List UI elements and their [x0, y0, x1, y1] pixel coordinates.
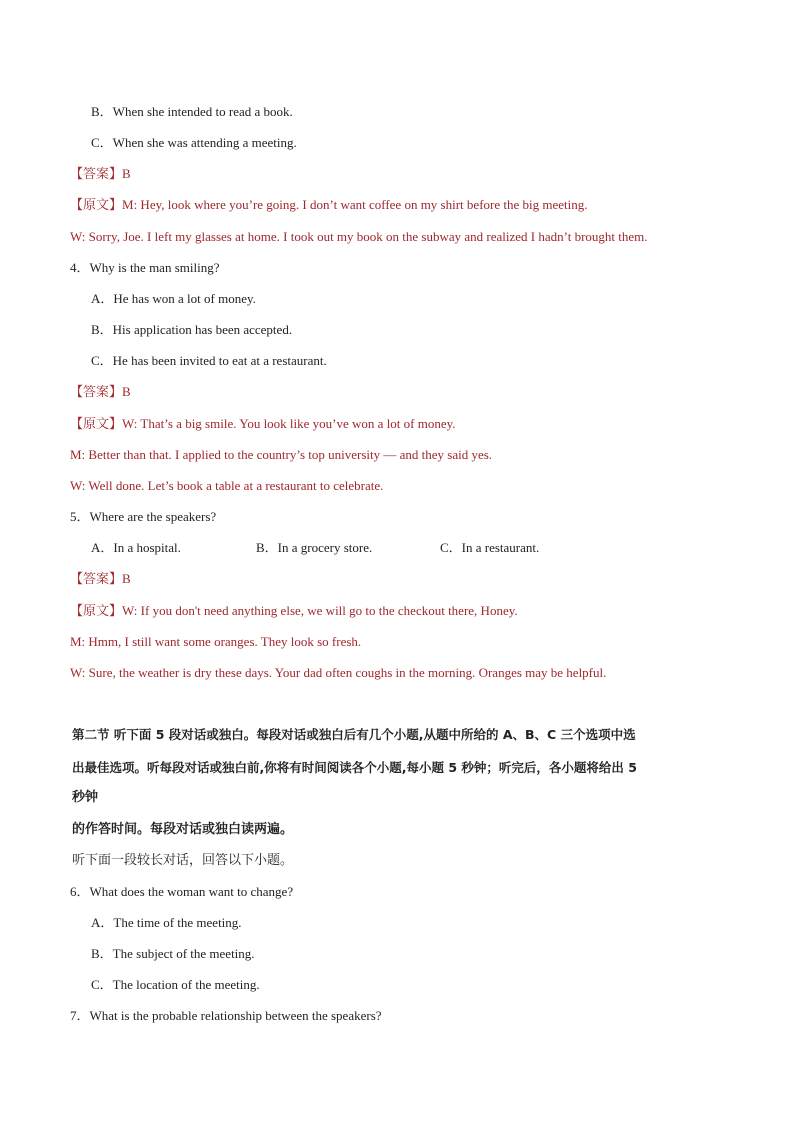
q5-script-line1 — [70, 603, 518, 620]
script-tag: 【原文】 — [70, 604, 123, 619]
q4-question: 4．Why is the man smiling? — [70, 260, 220, 275]
q4-script-line1 — [70, 416, 456, 433]
q3-script-line1 — [70, 197, 588, 214]
answer-value: B — [122, 571, 131, 586]
q5-answer — [70, 571, 131, 588]
script-text: W: If you don't need anything else, we will go to the checkout there, Honey. — [122, 603, 518, 618]
q3-script-line2: W: Sorry, Joe. I left my glasses at home. I took out my book on the subway and realized I hadn’t brought them. — [70, 229, 648, 244]
script-text: M: Hey, look where you’re going. I don’t want coffee on my shirt before the big meeting. — [122, 197, 588, 212]
answer-tag: 【答案】 — [70, 167, 123, 182]
section2-line4: 的作答时间。每段对话或独白读两遍。 — [72, 822, 294, 837]
q5-script-line2: M: Hmm, I still want some oranges. They look so fresh. — [70, 634, 362, 649]
q3-option-c: C．When she was attending a meeting. — [91, 135, 297, 150]
q7-question: 7．What is the probable relationship between the speakers? — [70, 1008, 382, 1023]
q5-question: 5．Where are the speakers? — [70, 509, 217, 524]
script-text: W: That’s a big smile. You look like you’ve won a lot of money. — [122, 416, 456, 431]
script-tag: 【原文】 — [70, 198, 123, 213]
q3-option-b: B．When she intended to read a book. — [91, 104, 293, 119]
q5-script-line3: W: Sure, the weather is dry these days. Your dad often coughs in the morning. Oranges may be helpful. — [70, 665, 607, 680]
q4-option-c: C．He has been invited to eat at a restaurant. — [91, 353, 327, 368]
q4-option-b: B．His application has been accepted. — [91, 322, 293, 337]
q6-option-a: A．The time of the meeting. — [91, 915, 242, 930]
answer-value: B — [122, 384, 131, 399]
q3-answer — [70, 166, 131, 183]
q4-script-line3: W: Well done. Let’s book a table at a restaurant to celebrate. — [70, 478, 384, 493]
q5-option-c: C．In a restaurant. — [440, 540, 540, 555]
q5-option-b: B．In a grocery store. — [256, 540, 373, 555]
q5-option-a: A．In a hospital. — [91, 540, 181, 555]
answer-value: B — [122, 166, 131, 181]
q4-answer — [70, 384, 131, 401]
q4-script-line2: M: Better than that. I applied to the country’s top university — and they said yes. — [70, 447, 493, 462]
section2-intro: 听下面一段较长对话，回答以下小题。 — [72, 853, 294, 868]
q6-option-b: B．The subject of the meeting. — [91, 946, 255, 961]
answer-tag: 【答案】 — [70, 385, 123, 400]
section2-line2: 出最佳选项。听每段对话或独白前,你将有时间阅读各个小题,每小题 5 秒钟；听完后，各小题将给出 5 — [72, 760, 637, 775]
answer-tag: 【答案】 — [70, 572, 123, 587]
q4-option-a: A．He has won a lot of money. — [91, 291, 256, 306]
section2-line3: 秒钟 — [72, 790, 99, 805]
script-tag: 【原文】 — [70, 417, 123, 432]
section2-line1: 第二节 听下面 5 段对话或独白。每段对话或独白后有几个小题,从题中所给的 A、B、C 三个选项中选 — [72, 727, 636, 742]
q6-option-c: C．The location of the meeting. — [91, 977, 260, 992]
q6-question: 6．What does the woman want to change? — [70, 884, 294, 899]
